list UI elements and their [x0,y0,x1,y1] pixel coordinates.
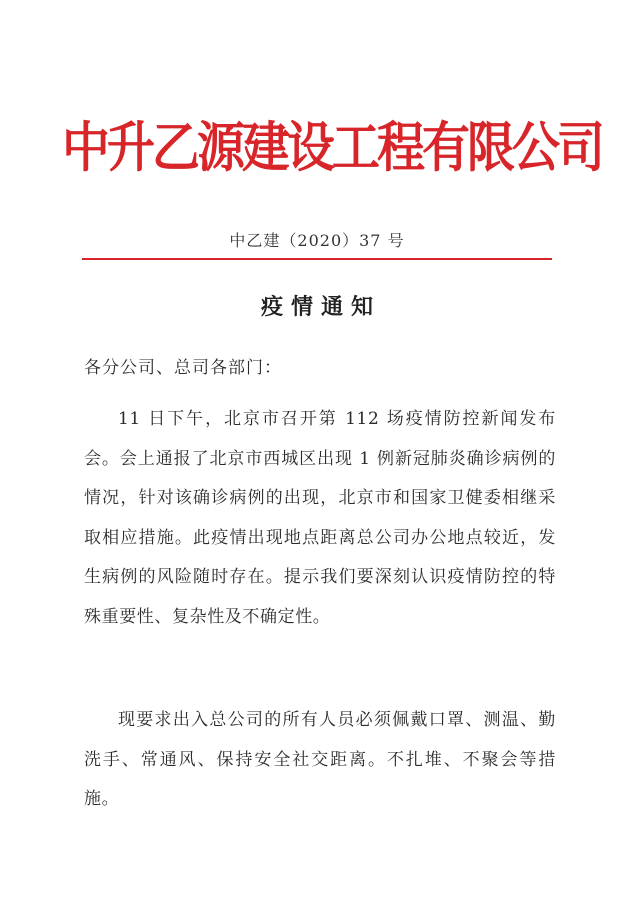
letterhead-divider [82,258,552,260]
document-number: 中乙建（2020）37 号 [229,231,405,250]
document-title: 疫情通知 [260,295,381,320]
body-paragraph: 11 日下午，北京市召开第 112 场疫情防控新闻发布会。会上通报了北京市西城区出现 1 例新冠肺炎确诊病例的情况，针对该确诊病例的出现，北京市和国家卫健委相继采取相应措施。此疫情出现地点距离总公司办公地点较近，发生病例的风险随时存在。提示我们要深刻认识疫情防控的特殊重要性、复杂性及不确定性。 [84,409,556,627]
body-paragraph: 现要求出入总公司的所有人员必须佩戴口罩、测温、勤洗手、常通风、保持安全社交距离。不扎堆、不聚会等措施。 [84,710,556,809]
salutation: 各分公司、总司各部门： [84,358,282,378]
organization-letterhead: 中升乙源建设工程有限公司 [62,116,603,180]
